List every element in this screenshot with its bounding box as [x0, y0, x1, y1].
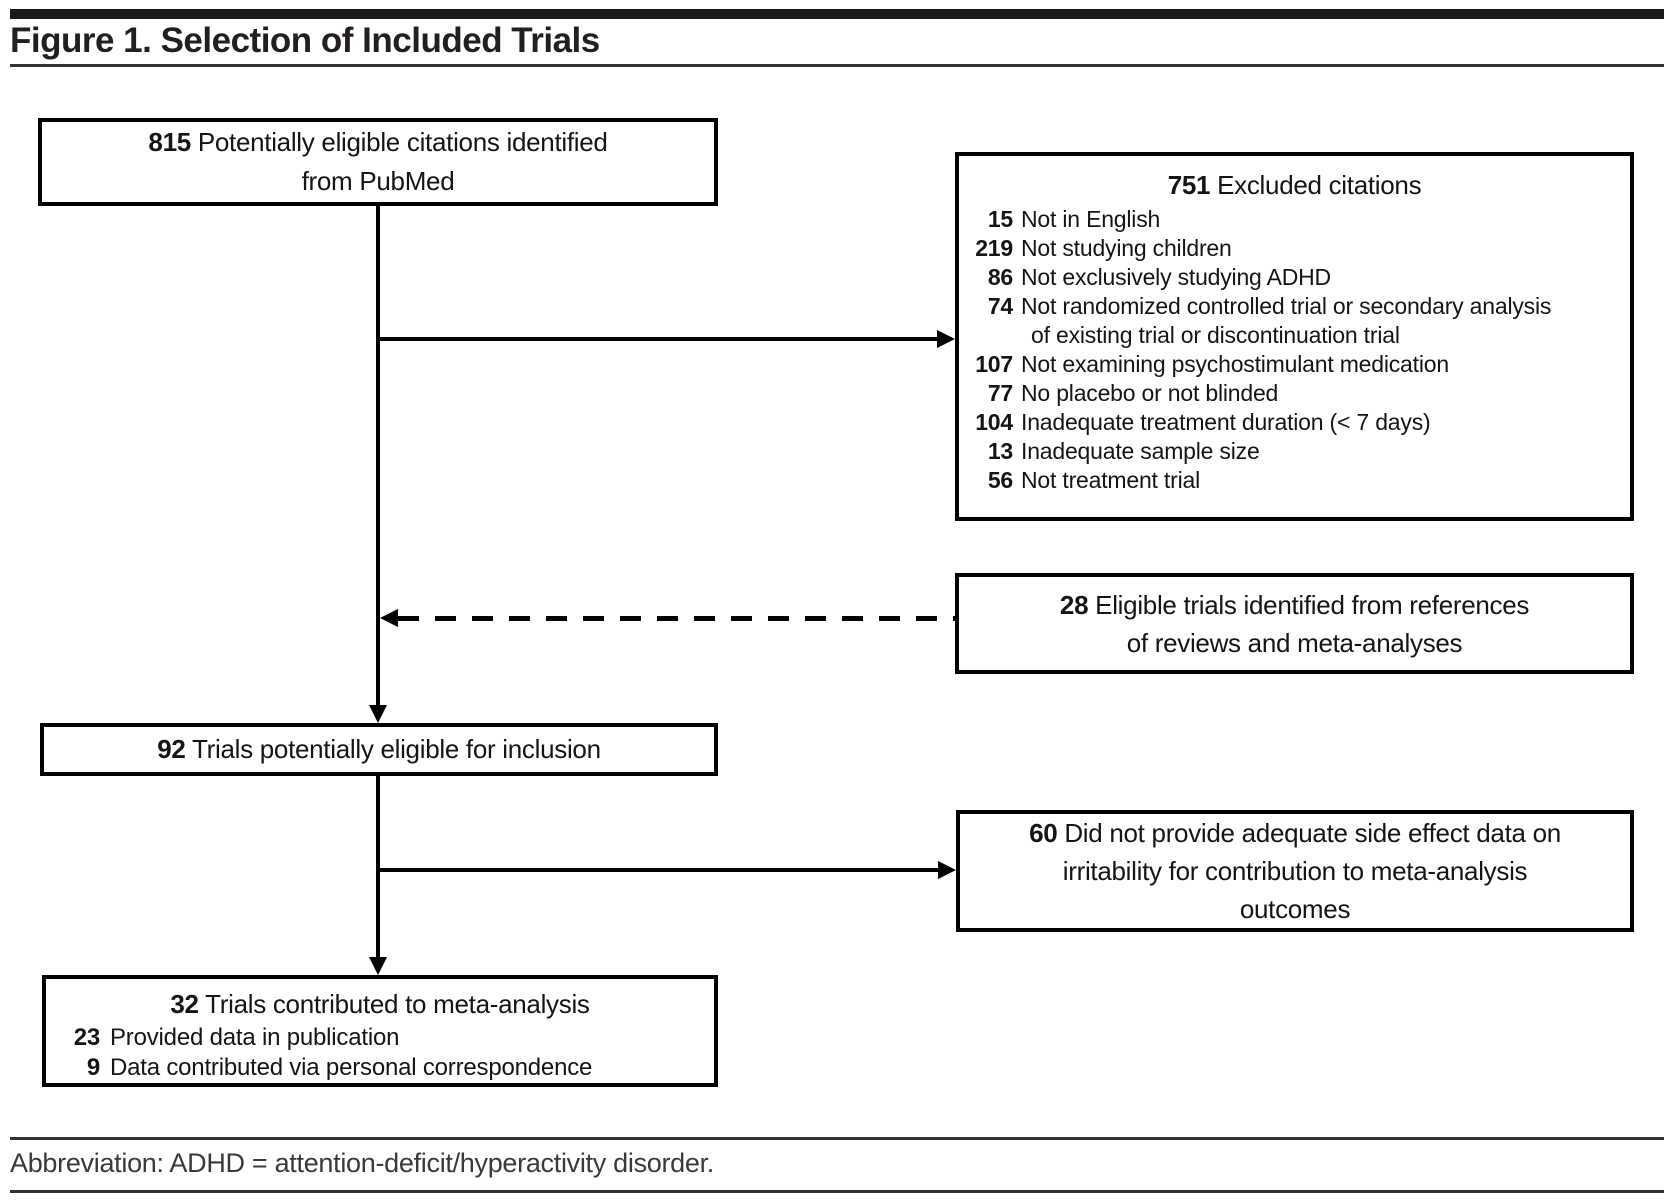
excluded-item-label: Not treatment trial: [1021, 467, 1200, 493]
label-excluded: Excluded citations: [1210, 170, 1422, 200]
excluded-item: [967, 205, 1622, 234]
footnote-divider-top: [10, 1137, 1664, 1140]
excluded-item-label: No placebo or not blinded: [1021, 380, 1279, 406]
contributed-item-count: 9: [86, 1054, 100, 1081]
excluded-item: [967, 234, 1622, 263]
excluded-item-count: 219: [975, 235, 1013, 261]
excluded-item-label: Not studying children: [1021, 235, 1232, 261]
excluded-item: [967, 379, 1622, 408]
excluded-item-count: 74: [987, 293, 1013, 319]
excluded-title: [967, 168, 1622, 202]
excluded-item-label: Inadequate treatment duration (< 7 days): [1021, 409, 1431, 435]
abbreviation-footnote: Abbreviation: ADHD = attention-deficit/hyperactivity disorder.: [10, 1148, 715, 1178]
box-excluded-citations: [955, 152, 1634, 521]
excluded-item: [967, 437, 1622, 466]
label-eligible: Trials potentially eligible for inclusion: [185, 734, 601, 764]
excluded-item-label: Not randomized controlled trial or secondary analysis: [1021, 293, 1552, 319]
title-divider: [10, 64, 1664, 67]
connector-pubmed-to-eligible: [376, 205, 380, 710]
count-references: 28: [1059, 589, 1089, 620]
excluded-item: [967, 408, 1622, 437]
excluded-item: [967, 350, 1622, 379]
label-references: Eligible trials identified from references: [1088, 589, 1530, 620]
label-inadequate: Did not provide adequate side effect data on: [1057, 818, 1561, 848]
contributed-item-label: Data contributed via personal correspondence: [110, 1054, 593, 1081]
connector-to-excluded: [378, 337, 940, 341]
box-pubmed-citations: [38, 118, 718, 206]
arrowhead-right-into-inadequate: [938, 861, 956, 879]
contributed-list: [46, 1023, 714, 1083]
arrowhead-down-into-eligible: [369, 705, 387, 723]
excluded-item-count: 77: [987, 380, 1013, 406]
label-pubmed: Potentially eligible citations identified: [190, 127, 608, 157]
excluded-item-count: 15: [987, 206, 1013, 232]
excluded-item-label: Not exclusively studying ADHD: [1021, 264, 1331, 290]
label-contributed: Trials contributed to meta-analysis: [198, 989, 590, 1019]
count-pubmed: 815: [148, 127, 191, 157]
box-eligible-line-1: [157, 730, 601, 769]
count-eligible: 92: [157, 734, 186, 764]
arrowhead-left-from-references: [380, 609, 398, 627]
contributed-item: [60, 1023, 714, 1053]
count-inadequate: 60: [1029, 818, 1058, 848]
excluded-item: [967, 292, 1622, 350]
box-pubmed-line-2: [302, 162, 455, 201]
count-contributed: 32: [170, 989, 199, 1019]
box-eligible-trials: [40, 723, 718, 776]
excluded-item-label: Inadequate sample size: [1021, 438, 1260, 464]
contributed-title: [46, 987, 714, 1021]
excluded-item-count: 13: [987, 438, 1013, 464]
excluded-list: [967, 205, 1622, 495]
connector-to-inadequate: [378, 868, 938, 872]
box-inadequate-line-1: [1029, 814, 1561, 852]
label-references-2: of reviews and meta-analyses: [1126, 627, 1463, 658]
excluded-item-label: Not examining psychostimulant medication: [1021, 351, 1449, 377]
contributed-item: [60, 1053, 714, 1083]
box-reference-trials: [955, 573, 1634, 674]
box-inadequate-data: [956, 810, 1634, 932]
contributed-item-count: 23: [73, 1024, 100, 1051]
label-inadequate-3: outcomes: [1239, 894, 1351, 924]
excluded-item: [967, 263, 1622, 292]
arrowhead-down-into-contributed: [369, 957, 387, 975]
box-references-line-2: [1127, 624, 1463, 662]
box-inadequate-line-3: [1240, 890, 1350, 928]
excluded-item-count: 86: [987, 264, 1013, 290]
header-bar: [10, 9, 1664, 19]
label-inadequate-2: irritability for contribution to meta-analysis: [1062, 856, 1528, 886]
excluded-item-label-wrap: of existing trial or discontinuation trial: [1031, 322, 1400, 348]
label-pubmed-2: from PubMed: [301, 166, 455, 196]
box-pubmed-line-1: [148, 123, 607, 162]
dashed-connector-references: [398, 616, 955, 621]
excluded-item-label: Not in English: [1021, 206, 1161, 232]
excluded-item-count: 107: [975, 351, 1013, 377]
box-contributed-trials: [42, 975, 718, 1087]
excluded-item-count: 56: [987, 467, 1013, 493]
excluded-item-count: 104: [975, 409, 1013, 435]
excluded-item: [967, 466, 1622, 495]
arrowhead-right-into-excluded: [937, 330, 955, 348]
contributed-item-label: Provided data in publication: [110, 1024, 400, 1051]
count-excluded: 751: [1167, 170, 1211, 200]
box-references-line-1: [1060, 586, 1529, 624]
figure-title: Figure 1. Selection of Included Trials: [10, 21, 600, 60]
box-inadequate-line-2: [1063, 852, 1528, 890]
footnote-divider-bottom: [10, 1190, 1664, 1193]
